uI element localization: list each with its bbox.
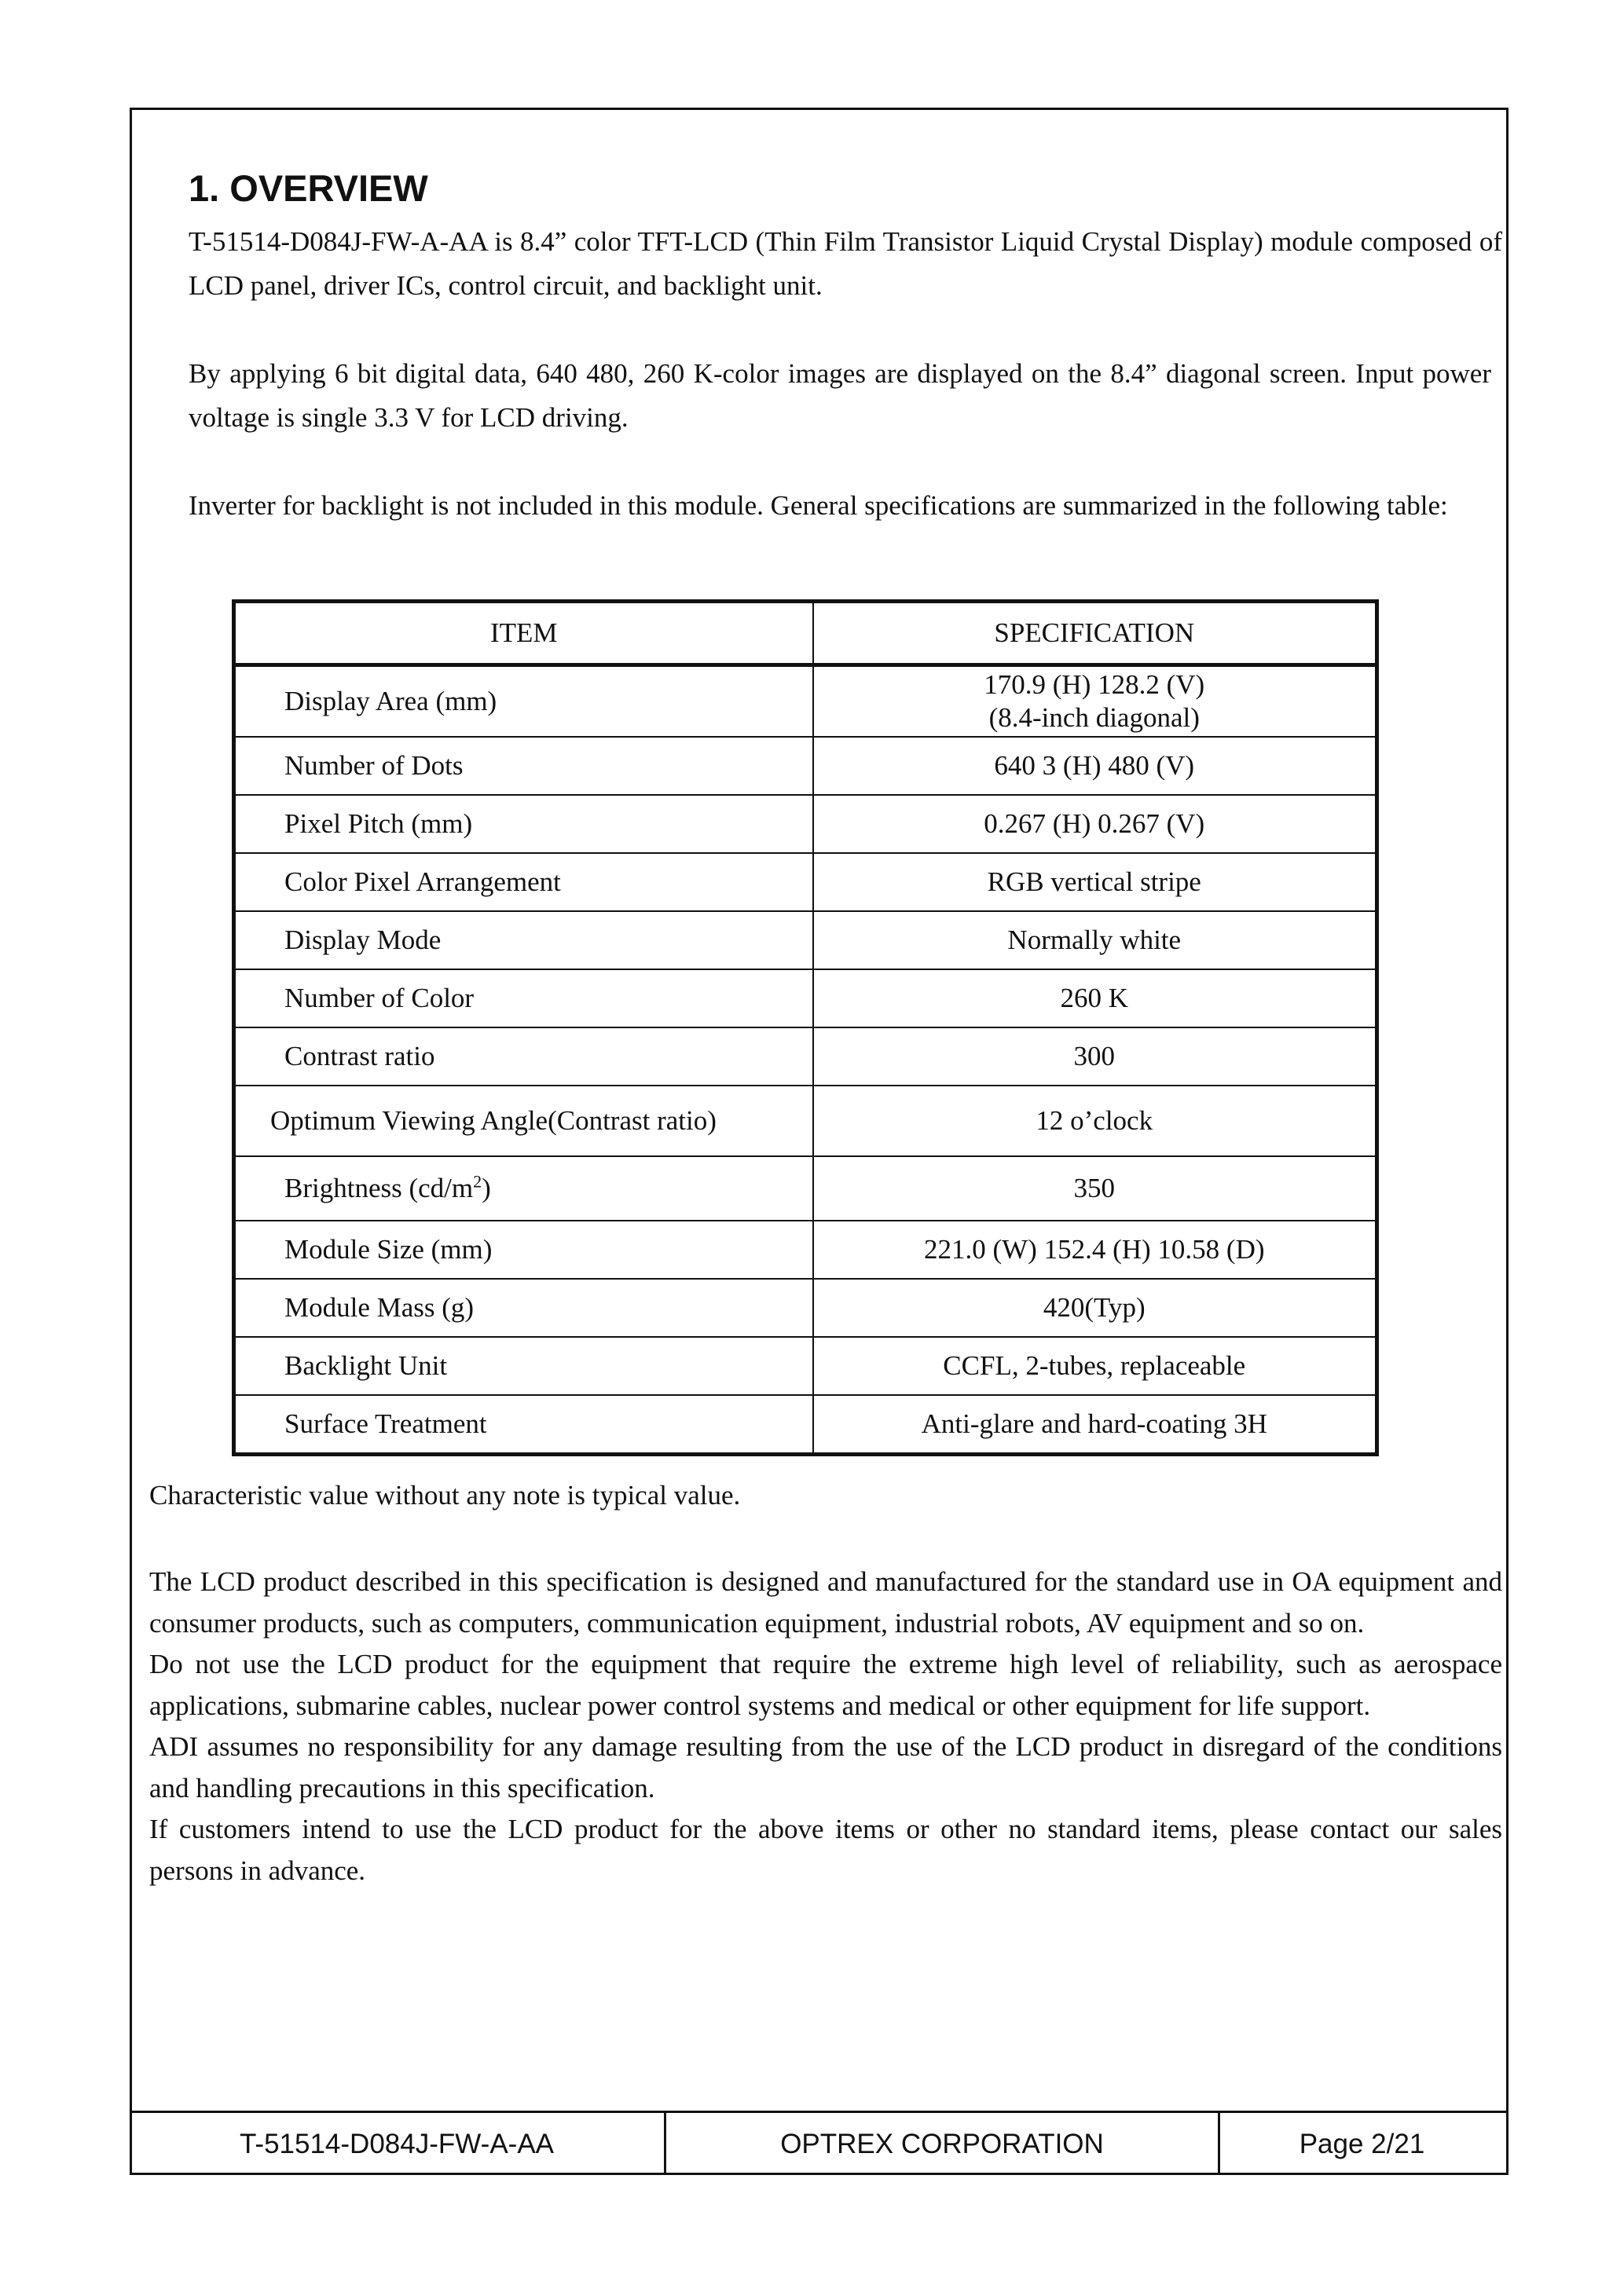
row-item-superscript: 2 bbox=[473, 1171, 482, 1192]
footer-company: OPTREX CORPORATION bbox=[664, 2113, 1220, 2175]
header-item: ITEM bbox=[234, 602, 813, 665]
row-spec: 12 o’clock bbox=[813, 1086, 1377, 1156]
row-spec: 420(Typ) bbox=[813, 1279, 1377, 1337]
row-spec: 300 bbox=[813, 1027, 1377, 1086]
row-item: Display Mode bbox=[234, 911, 813, 969]
usage-notice-line-1: The LCD product described in this specification is designed and manufactured for the standard use in OA equipment and consumer products, such as computers, communication equipment, industrial robots, AV equipment and so on. bbox=[149, 1566, 1502, 1639]
table-row bbox=[234, 665, 1377, 738]
row-item: Module Size (mm) bbox=[234, 1221, 813, 1279]
row-item: Surface Treatment bbox=[234, 1395, 813, 1455]
specification-table bbox=[232, 599, 1379, 1456]
table-row bbox=[234, 853, 1377, 911]
row-spec: 260 K bbox=[813, 969, 1377, 1027]
table-row bbox=[234, 1279, 1377, 1337]
row-spec: Normally white bbox=[813, 911, 1377, 969]
row-spec-line-1: 170.9 (H) 128.2 (V) bbox=[984, 669, 1205, 700]
row-item-text: Brightness (cd/m bbox=[284, 1173, 474, 1203]
row-spec: CCFL, 2-tubes, replaceable bbox=[813, 1337, 1377, 1395]
row-item: Optimum Viewing Angle(Contrast ratio) bbox=[234, 1086, 813, 1156]
header-specification: SPECIFICATION bbox=[813, 602, 1377, 665]
table-row bbox=[234, 969, 1377, 1027]
table-header-row bbox=[234, 602, 1377, 665]
usage-notice-line-2: Do not use the LCD product for the equipment that require the extreme high level of reliability, such as aerospace applications, submarine cables, nuclear power control systems and medical or other equipment for life support. bbox=[149, 1649, 1502, 1721]
table-row bbox=[234, 737, 1377, 795]
table-row bbox=[234, 1156, 1377, 1221]
row-item: Module Mass (g) bbox=[234, 1279, 813, 1337]
row-item: Display Area (mm) bbox=[234, 665, 813, 738]
table-row bbox=[234, 911, 1377, 969]
row-item bbox=[234, 1156, 813, 1221]
footer-model: T-51514-D084J-FW-A-AA bbox=[239, 2128, 555, 2159]
row-item: Pixel Pitch (mm) bbox=[234, 795, 813, 853]
row-item: Number of Color bbox=[234, 969, 813, 1027]
row-spec: 221.0 (W) 152.4 (H) 10.58 (D) bbox=[813, 1221, 1377, 1279]
row-item: Color Pixel Arrangement bbox=[234, 853, 813, 911]
row-item: Backlight Unit bbox=[234, 1337, 813, 1395]
row-spec: Anti-glare and hard-coating 3H bbox=[813, 1395, 1377, 1455]
overview-paragraph-1: T-51514-D084J-FW-A-AA is 8.4” color TFT-LCD (Thin Film Transistor Liquid Crystal Display) module composed of LCD panel, driver ICs, control circuit, and backlight unit. bbox=[189, 226, 1502, 301]
overview-paragraph-3: Inverter for backlight is not included in this module. General specifications are summarized in the following table: bbox=[189, 490, 1448, 521]
row-spec: 0.267 (H) 0.267 (V) bbox=[813, 795, 1377, 853]
table-row bbox=[234, 1221, 1377, 1279]
table-row bbox=[234, 1027, 1377, 1086]
row-spec-line-2: (8.4-inch diagonal) bbox=[988, 702, 1200, 733]
footer-page-number: Page 2/21 bbox=[1299, 2128, 1425, 2159]
row-spec bbox=[813, 665, 1377, 738]
row-item-tail: ) bbox=[482, 1173, 491, 1203]
row-spec: 350 bbox=[813, 1156, 1377, 1221]
row-spec: RGB vertical stripe bbox=[813, 853, 1377, 911]
table-row bbox=[234, 795, 1377, 853]
overview-paragraph-2: By applying 6 bit digital data, 640 480, 260 K-color images are displayed on the 8.4” diagonal screen. Input power voltage is single 3.3 V for LCD driving. bbox=[189, 358, 1491, 433]
table-row bbox=[234, 1395, 1377, 1455]
typical-value-note: Characteristic value without any note is typical value. bbox=[149, 1480, 741, 1511]
usage-notice-line-3: ADI assumes no responsibility for any damage resulting from the use of the LCD product in disregard of the conditions and handling precautions in this specification. bbox=[149, 1731, 1502, 1803]
usage-notice-line-4: If customers intend to use the LCD product for the above items or other no standard items, please contact our sales persons in advance. bbox=[149, 1814, 1502, 1886]
row-item: Contrast ratio bbox=[234, 1027, 813, 1086]
row-item: Number of Dots bbox=[234, 737, 813, 795]
page-footer bbox=[130, 2111, 1509, 2175]
usage-notice bbox=[149, 1562, 1502, 1891]
table-row bbox=[234, 1337, 1377, 1395]
table-row bbox=[234, 1086, 1377, 1156]
row-spec: 640 3 (H) 480 (V) bbox=[813, 737, 1377, 795]
section-title: 1. OVERVIEW bbox=[189, 167, 428, 209]
